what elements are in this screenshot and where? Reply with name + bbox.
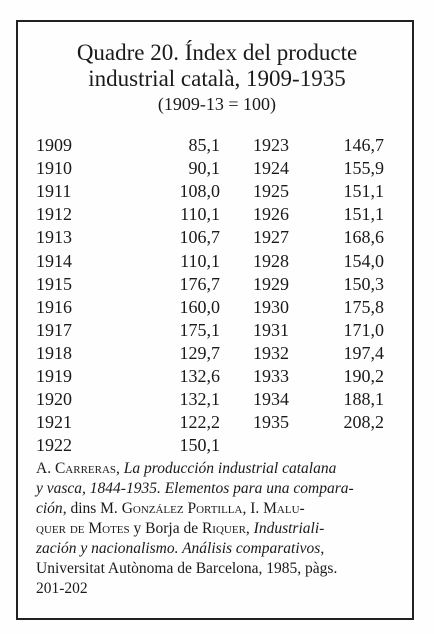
index-value-cell: 150,1 [179, 435, 220, 456]
source-text: , dins M. [62, 500, 122, 517]
index-value-cell: 129,7 [179, 342, 220, 363]
index-value-cell: 150,3 [343, 273, 384, 294]
index-value-cell: 155,9 [343, 158, 384, 179]
year-cell: 1930 [253, 296, 289, 317]
source-book-title-cont: y vasca, 1844-1935. Elementos para una compara- [36, 480, 354, 497]
index-value-cell: 171,0 [343, 319, 384, 340]
year-cell: 1916 [36, 296, 72, 317]
source-line-4 [36, 519, 400, 539]
index-value-cell: 168,6 [343, 227, 384, 248]
year-cell: 1925 [253, 181, 289, 202]
index-value-cell: 151,1 [343, 204, 384, 225]
year-cell: 1914 [36, 250, 72, 271]
source-separator: , [116, 460, 124, 477]
index-value-cell: 106,7 [179, 227, 220, 248]
index-value-cell: 151,1 [343, 181, 384, 202]
table-title-line1: Quadre 20. Índex del producte [76, 40, 358, 65]
index-value-cell: 154,0 [343, 250, 384, 271]
source-volume-title: Industriali- [253, 520, 325, 537]
index-value-cell: 110,1 [180, 250, 220, 271]
year-cell: 1923 [253, 135, 289, 155]
year-cell: 1913 [36, 227, 72, 248]
year-cell: 1920 [36, 389, 72, 410]
year-cell: 1911 [36, 181, 72, 202]
year-cell: 1915 [36, 273, 72, 294]
source-volume-title-cont: zación y nacionalismo. Análisis comparativos [36, 540, 321, 557]
index-value-cell: 132,1 [179, 389, 220, 410]
source-citation [36, 459, 400, 599]
year-cell: 1912 [36, 204, 72, 225]
year-cell: 1922 [36, 435, 72, 456]
source-separator: , [245, 520, 254, 537]
index-value-cell: 175,1 [179, 319, 220, 340]
source-text: y Borja de [129, 520, 202, 537]
year-cell: 1932 [253, 342, 289, 363]
index-value-cell: 176,7 [179, 273, 220, 294]
source-line-2 [36, 479, 400, 499]
index-value-cell: 208,2 [343, 412, 384, 433]
index-value-cell: 108,0 [179, 181, 220, 202]
year-cell: 1921 [36, 412, 72, 433]
index-value-cell: 122,2 [179, 412, 220, 433]
year-cell: 1910 [36, 158, 72, 179]
index-value-cell: 132,6 [179, 366, 220, 386]
year-cell: 1924 [253, 158, 289, 179]
table-title-line2: industrial català, 1909-1935 [88, 66, 346, 91]
source-editors-cont: quer de Motes [36, 520, 130, 537]
source-editor-riquer: Riquer [201, 520, 246, 537]
source-line-5 [36, 539, 400, 559]
index-value-cell: 175,8 [343, 296, 384, 317]
source-book-title: La producción industrial catalana [123, 460, 337, 477]
year-cell: 1926 [253, 204, 289, 225]
index-value-cell: 110,1 [180, 204, 220, 225]
source-author: A. Carreras [36, 460, 117, 477]
index-value-cell: 85,1 [188, 135, 220, 155]
source-line-1 [36, 459, 400, 479]
year-cell: 1917 [36, 319, 72, 340]
source-line-7 [36, 579, 400, 599]
year-cell: 1918 [36, 342, 72, 363]
source-line-3 [36, 499, 400, 519]
index-value-cell: 160,0 [179, 296, 220, 317]
year-cell: 1927 [253, 227, 289, 248]
year-cell: 1933 [253, 366, 289, 386]
year-cell: 1928 [253, 250, 289, 271]
year-cell: 1909 [36, 135, 72, 155]
index-value-cell: 197,4 [343, 342, 384, 363]
year-cell: 1934 [253, 389, 289, 410]
index-value-cell: 146,7 [343, 135, 384, 155]
source-editors: González Portilla, I. Malu- [121, 500, 305, 517]
index-value-cell: 188,1 [343, 389, 384, 410]
year-cell: 1919 [36, 366, 72, 386]
index-value-cell: 90,1 [188, 158, 220, 179]
table-subtitle: (1909-13 = 100) [157, 94, 277, 114]
source-line-6 [36, 559, 400, 579]
source-publisher: Universitat Autònoma de Barcelona, 1985, pàgs. [36, 560, 338, 577]
source-book-title-end: ción [36, 500, 63, 517]
year-cell: 1931 [253, 319, 289, 340]
source-separator: , [320, 540, 325, 557]
year-cell: 1935 [253, 412, 289, 433]
index-value-cell: 190,2 [343, 366, 384, 386]
year-cell: 1929 [253, 273, 289, 294]
source-pages: 201-202 [36, 580, 88, 597]
